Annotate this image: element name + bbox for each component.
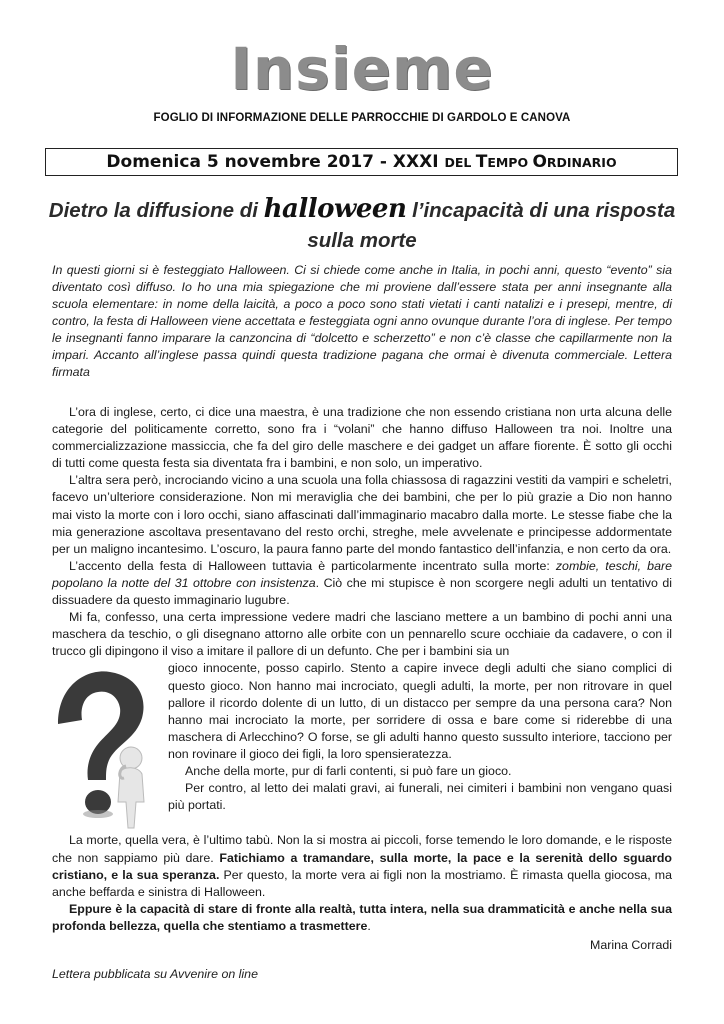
date-empo: EMPO (487, 155, 533, 170)
author-signature: Marina Corradi (590, 937, 672, 952)
p3-italic: zombie, teschi, bare popolano la notte del 31 ottobre con insistenza (52, 558, 672, 590)
paragraph-4 (52, 609, 672, 660)
paragraph-6: Per contro, al letto dei malati gravi, ai funerali, nei cimiteri i bambini non vengano quasi più portati. (168, 781, 672, 813)
p3-text-b: . Ciò che mi stupisce è non scorgere negli adulti un tentativo di dissuadere da questo immaginario lugubre. (52, 575, 672, 608)
title-part-1: Dietro la diffusione di (48, 199, 264, 222)
p7-bold: Fatichiamo a tramandare, sulla morte, la pace e la serenità dello sguardo cristiano, e la sua speranza. (52, 850, 672, 882)
reader-letter: In questi giorni si è festeggiato Halloween. Ci si chiede come anche in Italia, in pochi anni, questo “evento” sia diventato così diffuso. Io ho una mia spiegazione che mi proviene dall’essere stata per anni insegnante alla scuola elementare: in nome della laicità, a poco a poco sono stati vietati i canti natalizi e i presepi, mentre, di contro, la festa di Halloween viene accettata e festeggiata ogni anno ovunque durante l’ora di inglese. Per tempo le insegnanti fanno imparare la canzoncina di “dolcetto e scherzetto” e non c’è classe che capillarmente non la impari. Accanto all’inglese passa quindi questa tradizione pagana che ormai è divenuta commerciale. Lettera firmata (52, 263, 672, 379)
question-mark-figure-icon (38, 662, 158, 832)
p8-bold: Eppure è la capacità di stare di fronte alla realtà, tutta intera, nella sua drammaticità e anche nella sua profonda bellezza, quella che stentiamo a trasmettere (52, 901, 672, 933)
masthead-title: Insieme (230, 35, 494, 103)
issue-date-box (45, 148, 678, 176)
masthead-subtitle: FOGLIO DI INFORMAZIONE DELLE PARROCCHIE DI GARDOLO E CANOVA (153, 112, 571, 124)
paragraph-1: L’ora di inglese, certo, ci dice una maestra, è una tradizione che non essendo cristiana non urta alcuna delle categorie del politicamente corretto, sono fra i “volani” che hanno diffuso Halloween tra noi. Inoltre una commercializzazione massiccia, che fa del giro delle maschere e dei gadget un affare fiorente. È sotto gli occhi di tutti come questa festa sia diventata fra i bambini, e non solo, un imperativo. (52, 405, 672, 471)
p3-text-a: L’accento della festa di Halloween tuttavia è particolarmente incentrato sulla morte: (69, 558, 556, 573)
source-note: Lettera pubblicata su Avvenire on line (52, 967, 258, 981)
date-rdinario: RDINARIO (546, 155, 617, 170)
date-del: DEL (444, 155, 476, 170)
p4-text-a: Mi fa, confesso, una certa impressione vedere madri che lasciano mettere a un bambino di pochi anni una maschera da teschio, o gli disegnano attorno alle orbite con un pennarello scure occhiaie da cadavere, o con il trucco gli dipingono il viso a imitare il pallore di un defunto. Che per i bambini sia un (52, 610, 672, 659)
issue-date: Domenica 5 novembre 2017 - XXXI (106, 152, 445, 172)
title-part-2: l’incapacità di una risposta sulla morte (307, 199, 676, 252)
paragraph-7 (52, 832, 672, 900)
paragraph-5: Anche della morte, pur di farli contenti, si può fare un gioco. (185, 763, 512, 778)
paragraph-2: L’altra sera però, incrociando vicino a una scuola una folla chiassosa di ragazzini vestiti da vampiri e scheletri, facevo un’ulteriore considerazione. Non mi meraviglia che dei bambini, che per lo più grazie a Dio non hanno mai visto la morte con i loro occhi, siano affascinati dall’immaginario macabro dalla morte. Le stesse fiabe che la mia generazione ascoltava presentavano del resto orchi, streghe, mele avvelenate e principesse addormentate per un maligno incantesimo. L’oscuro, la paura fanno parte del mondo fantastico dell’infanzia, e non certo da ora. (52, 473, 672, 556)
date-o: O (532, 152, 547, 172)
paragraph-8 (52, 901, 672, 935)
p7-text-b: Per questo, la morte vera ai figli non la mostriamo. È rimasta quella giocosa, ma anche beffarda e sinistra di Halloween. (52, 867, 672, 899)
date-t: T (475, 152, 488, 172)
p8-end: . (367, 918, 371, 933)
p7-text-a: La morte, quella vera, è l’ultimo tabù. Non la si mostra ai piccoli, forse temendo le loro domande, e le risposte che non sappiamo più dare. (52, 833, 672, 865)
article-title (40, 194, 684, 256)
title-halloween-word: halloween (263, 194, 407, 224)
p4-continued: gioco innocente, posso capirlo. Stento a capire invece degli adulti che siano complici di questo gioco. Non hanno mai incrociato, quegli adulti, la morte, per non ritrovare in quel pallore il ricordo dolente di un lutto, di un distacco per sempre da una persona cara? Non hanno mai incrociato la morte, per sorridere di ossa e bare come si riderebbe di una maschera di Arlecchino? O forse, se gli adulti hanno questo sussulto interiore, tacciono per non rovinare il gioco dei figli, la loro spensieratezza. (168, 661, 672, 761)
article-body (52, 404, 672, 954)
paragraph-3 (52, 558, 672, 609)
